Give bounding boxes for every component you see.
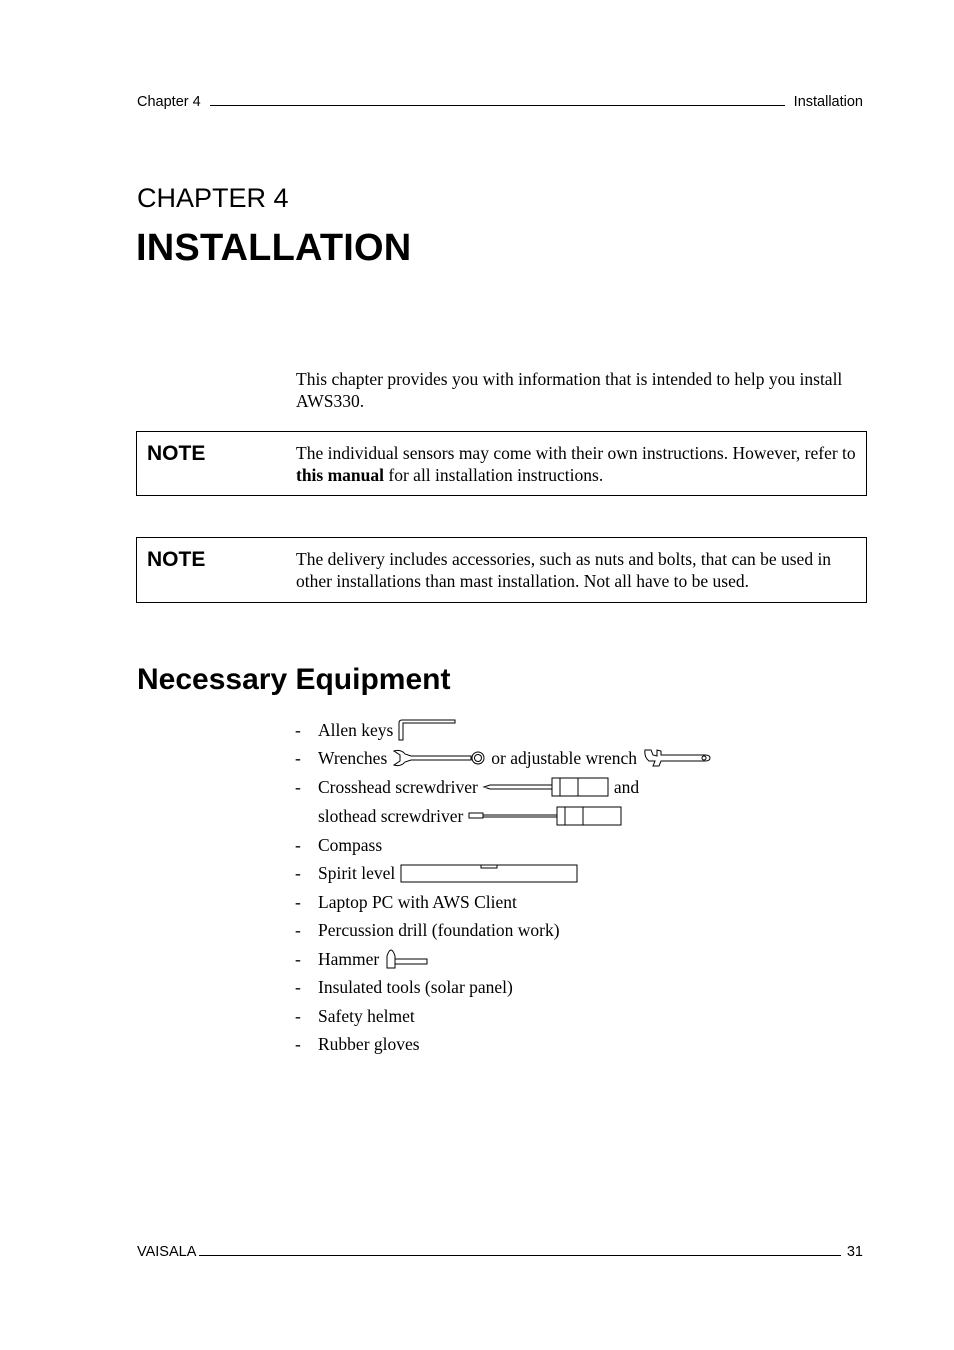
list-dash: -	[295, 834, 301, 855]
list-dash: -	[295, 776, 301, 797]
list-item	[295, 1002, 415, 1030]
list-dash: -	[295, 719, 301, 740]
note-text	[296, 442, 861, 486]
adjustable-wrench-icon	[641, 747, 713, 769]
header-section: Installation	[793, 94, 863, 110]
list-item-text: slothead screwdriver	[318, 805, 464, 826]
list-item-text: Spirit level	[318, 862, 396, 883]
list-item-text: Laptop PC with AWS Client	[318, 891, 517, 912]
crosshead-screwdriver-icon	[482, 776, 610, 798]
list-dash: -	[295, 862, 301, 883]
list-item-text: Safety helmet	[318, 1005, 415, 1026]
list-dash: -	[295, 747, 301, 768]
list-item-text: and	[613, 776, 640, 797]
section-heading: Necessary Equipment	[137, 663, 451, 696]
list-dash: -	[295, 1005, 301, 1026]
wrench-icon	[391, 747, 487, 769]
list-item	[295, 744, 717, 772]
list-item-text: Rubber gloves	[318, 1033, 420, 1054]
list-item	[295, 716, 461, 744]
header-rule	[210, 105, 785, 106]
note-box	[136, 537, 867, 603]
list-item-text: Hammer	[318, 948, 380, 969]
list-item-text: or adjustable wrench	[491, 747, 638, 768]
note-text: The delivery includes accessories, such as nuts and bolts, that can be used in other installations than mast installation. Not all have to be used.	[296, 549, 832, 591]
intro-paragraph: This chapter provides you with information that is intended to help you install AWS330.	[296, 369, 843, 411]
list-item	[295, 916, 560, 944]
page-number: 31	[846, 1244, 863, 1260]
note-text-part: for all installation instructions.	[384, 465, 604, 485]
list-item-text: Insulated tools (solar panel)	[318, 976, 513, 997]
note-label: NOTE	[147, 442, 206, 465]
list-item	[295, 773, 639, 801]
list-item	[295, 802, 629, 830]
note-emphasis: this manual	[296, 465, 385, 485]
hammer-icon	[383, 948, 431, 970]
spirit-level-icon	[399, 862, 581, 884]
list-dash: -	[295, 919, 301, 940]
list-item-text: Allen keys	[318, 719, 394, 740]
list-item	[295, 973, 513, 1001]
list-dash: -	[295, 1033, 301, 1054]
chapter-label: CHAPTER 4	[137, 183, 289, 213]
note-box	[136, 431, 867, 496]
list-dash: -	[295, 976, 301, 997]
page-header	[137, 90, 863, 110]
list-item	[295, 888, 517, 916]
list-item	[295, 831, 382, 859]
list-item-text: Crosshead screwdriver	[318, 776, 478, 797]
page-footer	[137, 1240, 863, 1260]
note-label: NOTE	[147, 548, 206, 571]
list-item-text: Percussion drill (foundation work)	[318, 919, 560, 940]
list-item	[295, 859, 585, 887]
header-chapter: Chapter 4	[137, 94, 201, 110]
slothead-screwdriver-icon	[467, 805, 625, 827]
list-item-text: Compass	[318, 834, 383, 855]
list-dash: -	[295, 948, 301, 969]
note-text-part: The individual sensors may come with their own instructions. However, refer to	[296, 443, 856, 463]
footer-company: VAISALA	[137, 1244, 197, 1260]
list-dash: -	[295, 891, 301, 912]
footer-rule	[199, 1255, 840, 1256]
list-item	[295, 945, 435, 973]
list-item-text: Wrenches	[318, 747, 388, 768]
allen-key-icon	[397, 719, 457, 741]
list-item	[295, 1030, 420, 1058]
chapter-title: INSTALLATION	[136, 227, 412, 269]
